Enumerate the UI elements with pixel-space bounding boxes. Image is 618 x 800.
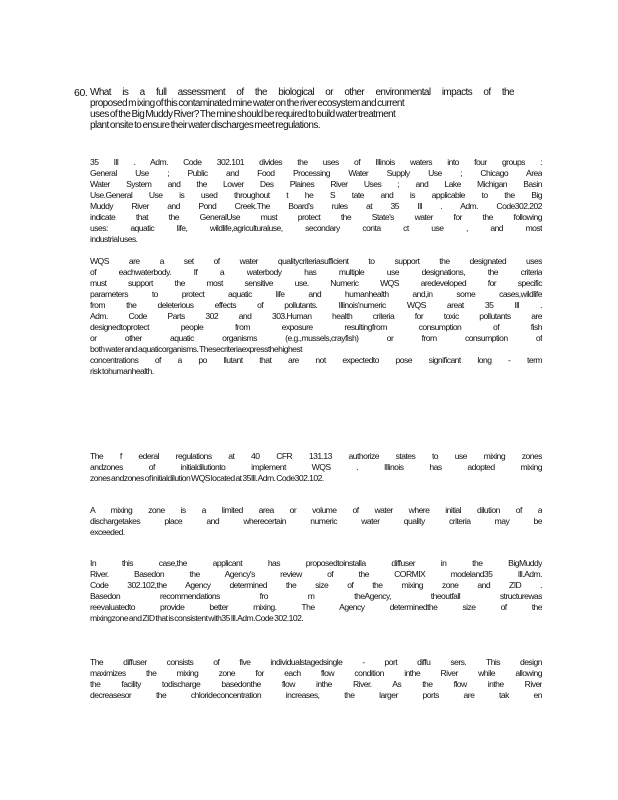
paragraph-line: the facility todischarge basedonthe flow inthe River. As the flow inthe River (90, 679, 542, 689)
paragraph-line: zones andzones of initialdilution WQS located at 35Ill. Adm. Code302.102. (90, 473, 324, 483)
paragraph-line: The diffuser consists of five individualstagedsingle - port diffu sers. This design (90, 657, 542, 667)
answer-paragraph-diffuser-proposal (90, 558, 542, 624)
paragraph-line: indicate that the GeneralUse must protect the State's water for the following (90, 212, 542, 222)
answer-paragraph-wqs (90, 256, 542, 377)
paragraph-line: Muddy River and Pond Creek.The Board's rules at 35 Ill . Adm. Code302.202 (90, 201, 542, 211)
paragraph-line: exceeded. (90, 527, 125, 537)
paragraph-line: Code 302.102,the Agency determined the size of the mixing zone and ZID . (90, 580, 542, 590)
question-number: 60. (74, 87, 88, 99)
paragraph-line: decreasesor the chlorideconcentration increases, the larger ports are tak en (90, 690, 542, 700)
paragraph-line: concentrations of a po llutant that are not expectedto pose significant long - term (90, 355, 542, 365)
paragraph-line: In this case,the applicant has proposedtoinstalla diffuser in the BigMuddy (90, 558, 542, 568)
paragraph-line: The f ederal regulations at 40 CFR 131.13 authorize states to use mixing zones (90, 451, 542, 461)
question-line: uses of the Big Muddy River? The mine should be required to build water treatment (90, 109, 396, 120)
answer-paragraph-diffuser-design (90, 657, 542, 701)
paragraph-line: from the deleterious effects of pollutants. Illinois'numeric WQS areat 35 Ill . (90, 300, 542, 310)
paragraph-line: must support the most sensitive use. Numeric WQS aredeveloped for specific (90, 278, 542, 288)
answer-paragraph-designated-uses (90, 157, 542, 245)
paragraph-line: Basedon recommendations fro m theAgency, theoutfall structurewas (90, 591, 542, 601)
answer-paragraph-mixing-zone (90, 505, 542, 538)
answer-paragraph-federal-regulations (90, 451, 542, 484)
paragraph-line: parameters to protect aquatic life and humanhealth and,in some cases,wildlife (90, 289, 542, 299)
question-line: What is a full assessment of the biological or other environmental impacts of the (90, 87, 514, 98)
paragraph-line: Use.General Use is used throughout t he S tate and is applicable to the Big (90, 190, 542, 200)
paragraph-line: designedtoprotect people from exposure resultingfrom consumption of fish (90, 322, 542, 332)
paragraph-line: 35 Ill . Adm. Code 302.101 divides the uses of Illinois waters into four groups : (90, 157, 542, 167)
paragraph-line: both water and aquaticorganisms. Thesecriteriaexpressthehighest (90, 344, 302, 354)
paragraph-line: of eachwaterbody. If a waterbody has multiple use designations, the criteria (90, 267, 542, 277)
question-text (90, 87, 514, 131)
paragraph-line: andzones of initialdilutionto implement WQS . Illinois has adopted mixing (90, 462, 542, 472)
paragraph-line: industrial uses. (90, 234, 138, 244)
paragraph-line: uses: aquatic life, wildlife,agriculturaluse, secondary conta ct use , and most (90, 223, 542, 233)
paragraph-line: maximizes the mixing zone for each flow condition inthe River while allowing (90, 668, 542, 678)
paragraph-line: Adm. Code Parts 302 and 303.Human health criteria for toxic pollutants are (90, 311, 542, 321)
paragraph-line: risk tohumanhealth. (90, 366, 154, 376)
question-line: plant onsite to ensure their water discharges meet regulations. (90, 120, 320, 131)
paragraph-line: River. Basedon the Agency's review of the CORMIX modeland35 Ill.Adm. (90, 569, 542, 579)
paragraph-line: reevaluatedto provide better mixing. The Agency determinedthe size of the (90, 602, 542, 612)
paragraph-line: General Use ; Public and Food Processing Water Supply Use ; Chicago Area (90, 168, 542, 178)
paragraph-line: or other aquatic organisms (e.g.,mussels,crayfish) or from consumption of (90, 333, 542, 343)
paragraph-line: WQS are a set of water qualitycriteriasufficient to support the designated uses (90, 256, 542, 266)
question-line: proposed m ixing of this contaminated mine water on the river ecosystem and current (90, 98, 405, 109)
paragraph-line: A mixing zone is a limited area or volume of water where initial dilution of a (90, 505, 542, 515)
paragraph-line: Water System and the Lower Des Plaines River Uses ; and Lake Michigan Basin (90, 179, 542, 189)
paragraph-line: dischargetakes place and wherecertain numeric water quality criteria may be (90, 516, 542, 526)
paragraph-line: mixingzone and ZID that is consistent with35 Ill.Adm.Code 302.102. (90, 613, 304, 623)
